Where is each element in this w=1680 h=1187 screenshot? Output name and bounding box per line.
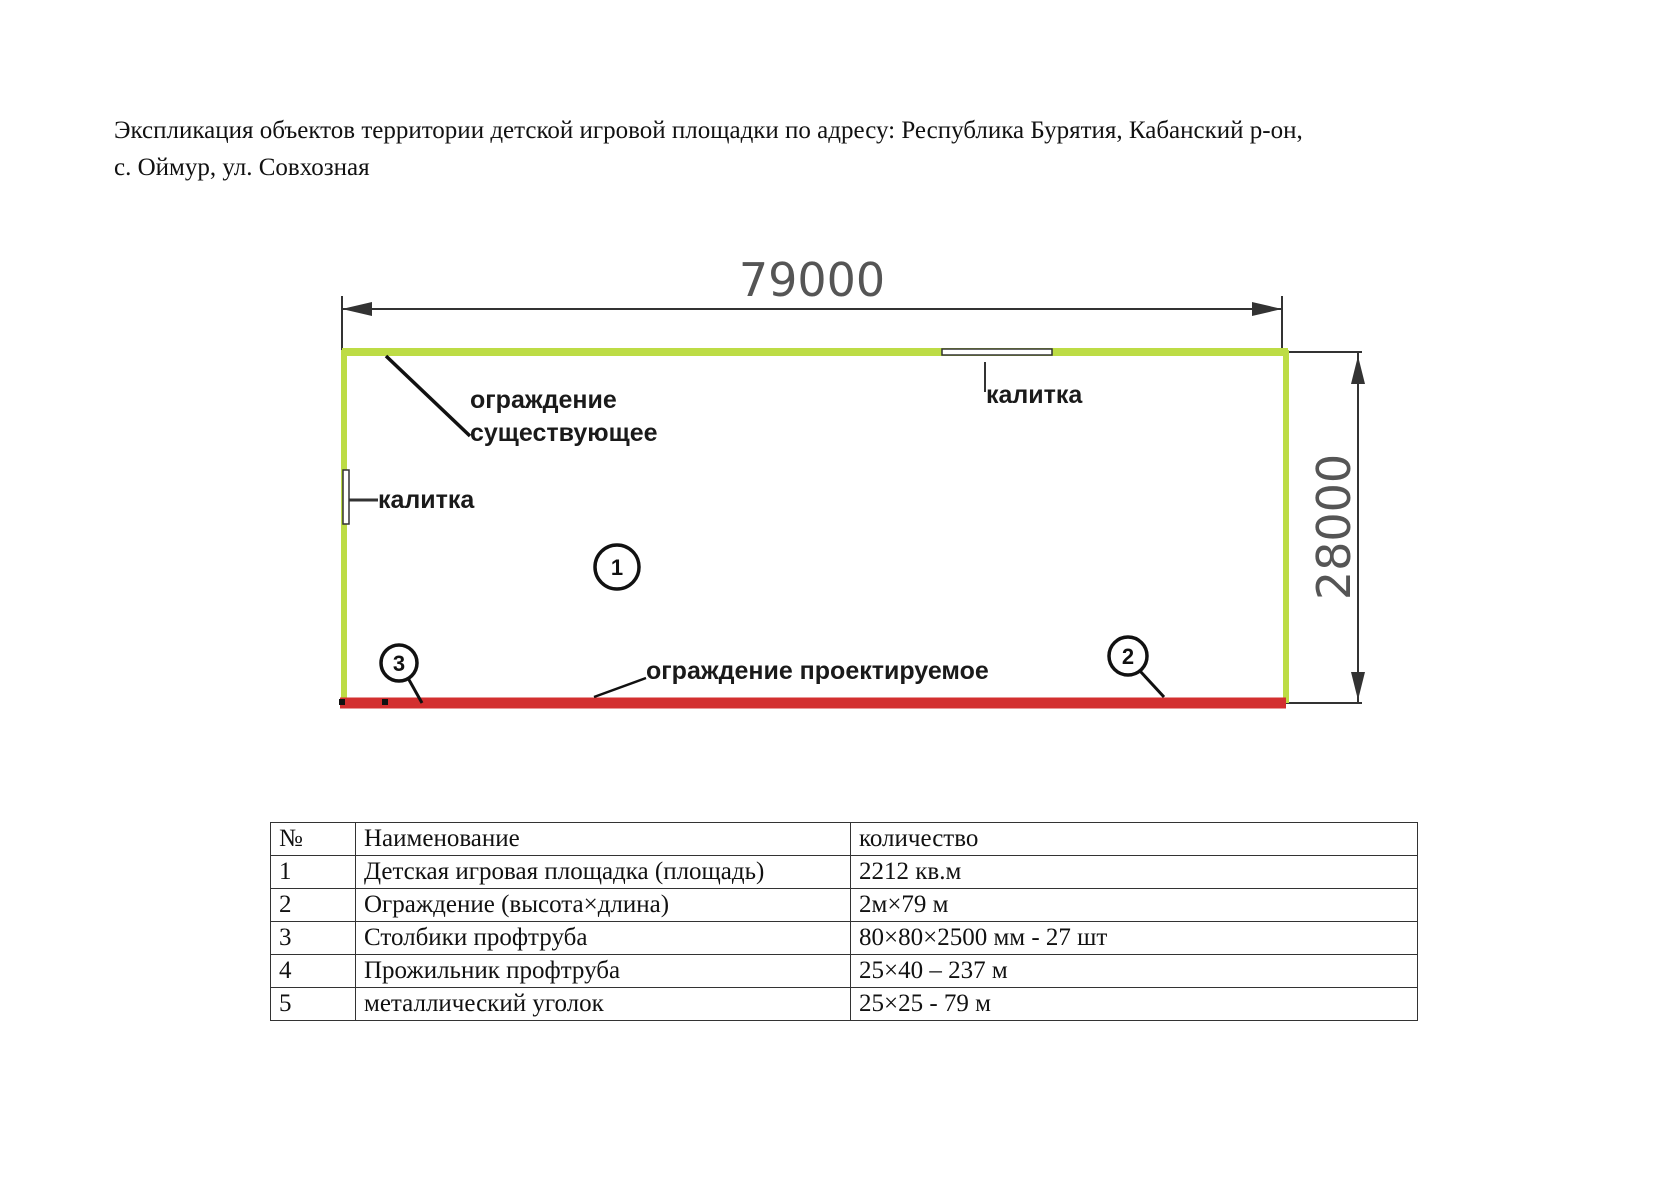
row-quantity: 2212 кв.м bbox=[851, 856, 1418, 889]
gate-left-label: калитка bbox=[378, 486, 475, 514]
arrow-down-icon bbox=[1351, 672, 1365, 700]
marker-1-label: 1 bbox=[610, 555, 624, 580]
row-number: 5 bbox=[271, 988, 356, 1021]
gate-top bbox=[942, 349, 1083, 409]
heading-line-1: Экспликация объектов территории детской игровой площадки по адресу: Республика Бурятия, Кабанский р-он, bbox=[114, 117, 1303, 144]
marker-2 bbox=[1109, 637, 1164, 697]
row-number: 2 bbox=[271, 889, 356, 922]
row-name: Детская игровая площадка (площадь) bbox=[356, 856, 851, 889]
marker-2-label: 2 bbox=[1121, 644, 1135, 669]
table-row bbox=[271, 955, 1418, 988]
row-number: 4 bbox=[271, 955, 356, 988]
height-dimension bbox=[1282, 352, 1365, 703]
header-number: № bbox=[271, 823, 356, 856]
marker-3 bbox=[339, 645, 422, 705]
row-quantity: 25×40 – 237 м bbox=[851, 955, 1418, 988]
row-quantity: 2м×79 м bbox=[851, 889, 1418, 922]
designed-fence-callout bbox=[594, 657, 989, 697]
row-name: Столбики профтруба bbox=[356, 922, 851, 955]
row-quantity: 25×25 - 79 м bbox=[851, 988, 1418, 1021]
width-dimension bbox=[342, 253, 1282, 350]
table-row bbox=[271, 988, 1418, 1021]
existing-fence-callout bbox=[386, 356, 658, 447]
row-name: металлический уголок bbox=[356, 988, 851, 1021]
gate-top-label: калитка bbox=[986, 381, 1083, 409]
height-dimension-label: 28000 bbox=[1307, 453, 1361, 601]
width-dimension-label: 79000 bbox=[738, 253, 886, 307]
designed-fence-label: ограждение проектируемое bbox=[646, 657, 989, 685]
header-name: Наименование bbox=[356, 823, 851, 856]
header-quantity: количество bbox=[851, 823, 1418, 856]
table-header-row bbox=[271, 823, 1418, 856]
gate-left bbox=[343, 470, 475, 524]
row-number: 3 bbox=[271, 922, 356, 955]
existing-fence-label-1: ограждение bbox=[470, 386, 617, 414]
heading-line-2: с. Оймур, ул. Совхозная bbox=[114, 154, 370, 181]
row-number: 1 bbox=[271, 856, 356, 889]
table-row bbox=[271, 889, 1418, 922]
row-name: Прожильник профтруба bbox=[356, 955, 851, 988]
arrow-left-icon bbox=[342, 302, 372, 316]
table-row bbox=[271, 922, 1418, 955]
marker-1 bbox=[595, 545, 639, 589]
arrow-right-icon bbox=[1252, 302, 1282, 316]
arrow-up-icon bbox=[1351, 356, 1365, 384]
row-name: Ограждение (высота×длина) bbox=[356, 889, 851, 922]
row-quantity: 80×80×2500 мм - 27 шт bbox=[851, 922, 1418, 955]
existing-fence-label-2: существующее bbox=[470, 419, 658, 447]
table-row bbox=[271, 856, 1418, 889]
explication-table bbox=[270, 822, 1418, 1021]
marker-3-label: 3 bbox=[392, 651, 406, 676]
